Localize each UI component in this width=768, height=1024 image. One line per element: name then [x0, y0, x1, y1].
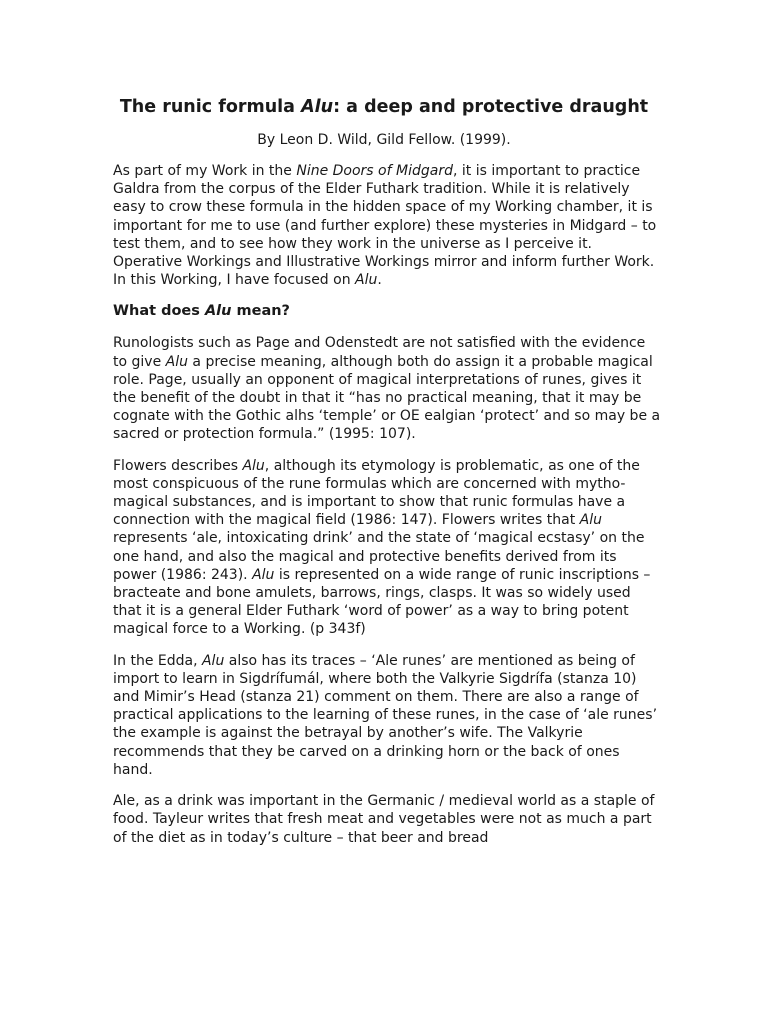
paragraph-2: [113, 334, 661, 443]
text-run: Flowers describes: [113, 457, 243, 474]
italic-run: Alu: [242, 457, 265, 474]
document-body: [113, 162, 661, 860]
paragraph-1: [113, 162, 661, 289]
text-run: .: [377, 272, 382, 289]
title-prefix: The runic formula: [119, 97, 302, 117]
byline: By Leon D. Wild, Gild Fellow. (1999).: [257, 132, 511, 148]
text-run: also has its traces – ‘Ale runes’ are mentioned as being of import to learn in Sigdrífumál, where both the Valkyrie Sigdrífa (stanza 10) and Mimir’s Head (stanza 21) comment on them. There are also a range of practical applications to the learning of these runes, in the case of ‘ale runes’ the example is against the betrayal by another’s wife. The Valkyrie recommends that they be carved on a drinking horn or the back of ones hand.: [113, 652, 658, 778]
italic-run: Alu: [204, 303, 232, 320]
text-run: Runologists such as Page and Odenstedt are not satisfied with the evidence to give: [113, 335, 646, 370]
text-run: Ale, as a drink was important in the Germanic / medieval world as a staple of food. Tayleur writes that fresh meat and vegetables were not as much a part of the diet as in today’s culture – that beer and bread: [113, 793, 655, 846]
italic-run: Alu: [579, 512, 603, 529]
title-suffix: : a deep and protective draught: [333, 97, 649, 117]
italic-run: Nine Doors of Midgard: [296, 163, 453, 179]
paragraph-3: [113, 457, 661, 639]
text-run: , it is important to practice Galdra from the corpus of the Elder Futhark tradition. While it is relatively easy to crow these formula in the hidden space of my Working chamber, it is important for me to use (and further explore) these mysteries in Midgard – to test them, and to see how they work in the universe as I perceive it. Operative Workings and Illustrative Workings mirror and inform further Work. In this Working, I have focused on: [113, 163, 657, 289]
italic-run: Alu: [201, 652, 225, 669]
text-run: As part of my Work in the: [113, 163, 297, 179]
paragraph-4: [113, 652, 661, 779]
italic-run: Alu: [165, 353, 188, 370]
italic-run: Alu: [252, 566, 275, 583]
text-run: , although its etymology is problematic, as one of the most conspicuous of the rune formulas which are concerned with mytho-magical substances, and is important to show that runic formulas have a connection with the magical field (1986: 147). Flowers writes that: [113, 457, 640, 529]
paragraph-5: [113, 792, 661, 847]
text-run: mean?: [231, 303, 290, 320]
text-run: is represented on a wide range of runic inscriptions – bracteate and bone amulets, barrows, rings, clasps. It was so widely used that it is a general Elder Futhark ‘word of power’ as a way to bring potent magical force to a Working. (p 343f): [113, 566, 651, 638]
text-run: What does: [113, 303, 205, 320]
text-run: represents ‘ale, intoxicating drink’ and the state of ‘magical ecstasy’ on the one hand, and also the magical and protective benefits derived from its power (1986: 243).: [113, 530, 645, 583]
text-run: a precise meaning, although both do assign it a probable magical role. Page, usually an opponent of magical interpretations of runes, gives it the benefit of the doubt in that it “has no practical meaning, that it may be cognate with the Gothic alhs ‘temple’ or OE ealgian ‘protect’ and so may be a sacred or protection formula.” (1995: 107).: [113, 353, 661, 443]
page-title: [0, 96, 768, 118]
text-run: In the Edda,: [113, 652, 202, 669]
section-heading: [113, 302, 661, 320]
italic-run: Alu: [355, 272, 378, 289]
title-italic: Alu: [301, 97, 334, 117]
